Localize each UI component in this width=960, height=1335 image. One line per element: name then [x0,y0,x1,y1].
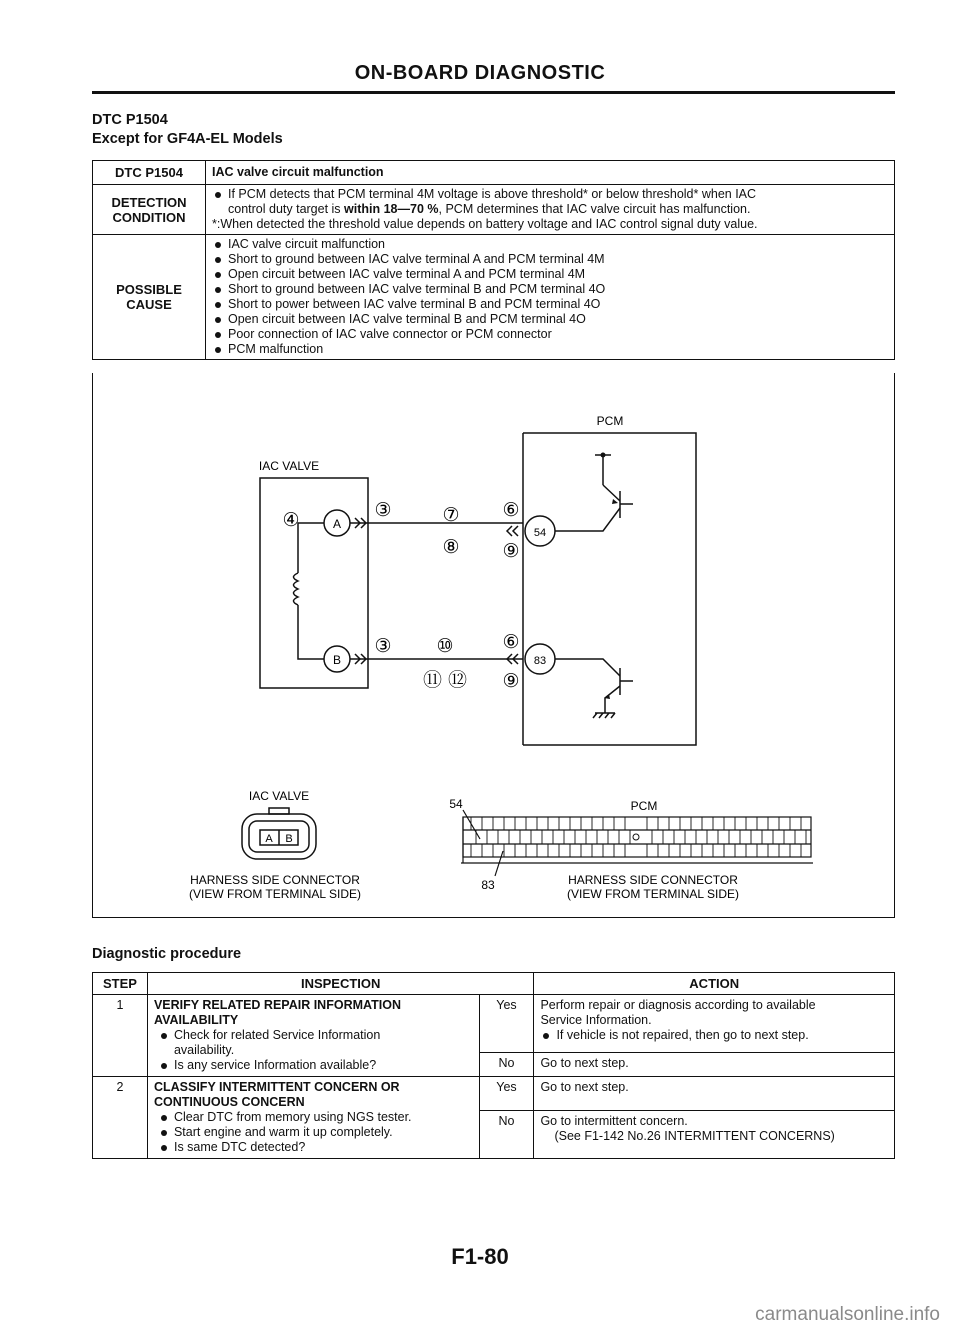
detection-note: *:When detected the threshold value depends on battery voltage and IAC control signal duty value. [212,217,758,231]
procedure-table [92,972,895,1159]
step1-title-1: VERIFY RELATED REPAIR INFORMATION [153,998,401,1012]
cause-item: Open circuit between IAC valve terminal A and PCM terminal 4M [212,267,888,282]
dtc-row-label: DTC P1504 [93,161,206,185]
detection-bold-range: within 18—70 % [344,202,439,216]
step2-title-2: CONTINUOUS CONCERN [153,1095,305,1109]
cause-row [93,235,895,360]
detection-row [93,185,895,235]
header-action: ACTION [534,973,895,995]
step1-yes-row [93,995,895,1053]
conn-pcm-label: PCM [630,799,658,813]
transistor-top-collector [603,485,620,501]
cause-label [93,235,206,360]
conn-pcm-pin-83: 83 [481,878,495,892]
step1-title-2: AVAILABILITY [153,1013,239,1027]
terminal-a-label: A [332,517,342,531]
step2-yes-row [93,1077,895,1111]
watermark-text: carmanualsonline.info [755,1304,940,1325]
transistor-top-emitter [555,508,620,531]
marker-9-top: ⑨ [502,540,520,562]
iac-valve-box [260,478,368,688]
detection-label-line1: DETECTION [111,194,187,210]
step1-bullet-1: Check for related Service Information availability. [158,1028,473,1058]
cause-value [206,235,895,360]
harness-label-1: HARNESS SIDE CONNECTOR [190,873,360,887]
dtc-spec-table [92,160,895,360]
step1-inspection [147,995,479,1077]
dtc-subtitle: Except for GF4A-EL Models [92,131,283,147]
conn-pcm-pin-54: 54 [449,797,463,811]
power-node-dot [601,453,606,458]
cause-item: Open circuit between IAC valve terminal B and PCM terminal 4O [212,312,888,327]
page-header-title: ON-BOARD DIAGNOSTIC [354,62,606,84]
step1-yes-action-1: Perform repair or diagnosis according to available [540,998,816,1012]
cause-label-line1: POSSIBLE [116,282,182,297]
step2-number: 2 [93,1077,148,1159]
header-inspection: INSPECTION [147,973,533,995]
transistor-bottom-emitter [605,686,620,713]
connector-chevron-54 [507,526,518,536]
cause-item: IAC valve circuit malfunction [212,237,888,252]
step2-no: No [479,1111,534,1159]
cause-item: PCM malfunction [212,342,888,357]
marker-6-bottom: ⑥ [502,631,520,653]
step2-no-action-2: (See F1-142 No.26 INTERMITTENT CONCERNS) [554,1129,835,1143]
marker-8: ⑧ [442,536,460,558]
step1-number: 1 [93,995,148,1077]
pin-83-label: 83 [533,655,547,667]
marker-11-12: ⑪ ⑫ [422,669,468,691]
cause-item: Short to ground between IAC valve terminal B and PCM terminal 4O [212,282,888,297]
marker-10: ⑩ [436,635,454,657]
dtc-heading [92,111,283,149]
header-rule [92,91,895,94]
step1-yes-action-3: If vehicle is not repaired, then go to next step. [540,1028,888,1043]
wiring-diagram-svg [93,373,896,918]
transistor-bottom-collector [555,659,620,676]
marker-6-top: ⑥ [502,499,520,521]
harness-label-2: HARNESS SIDE CONNECTOR [568,873,738,887]
step2-no-action [534,1111,895,1159]
detection-value [206,185,895,235]
iac-connector-latch [269,808,289,814]
step1-yes-action [534,995,895,1053]
detection-label [93,185,206,235]
pin-54-label: 54 [533,527,547,539]
cause-item: Short to ground between IAC valve terminal A and PCM terminal 4M [212,252,888,267]
dtc-code: DTC P1504 [92,112,168,128]
view-label-2: (VIEW FROM TERMINAL SIDE) [566,887,740,901]
transistor-top-arrow [612,499,618,504]
pcm-connector-key [633,834,639,840]
view-label-1: (VIEW FROM TERMINAL SIDE) [188,887,362,901]
cause-label-line2: CAUSE [126,297,172,312]
step2-no-action-1: Go to intermittent concern. [540,1114,688,1128]
conn-terminal-b: B [285,833,293,845]
step2-bullet-1: Clear DTC from memory using NGS tester. [158,1110,473,1125]
coil-lead-top [298,523,326,573]
procedure-title: Diagnostic procedure [92,946,242,962]
terminal-b-label: B [332,653,342,667]
step2-bullet-3: Is same DTC detected? [158,1140,473,1155]
step2-yes-action: Go to next step. [534,1077,895,1111]
step1-yes: Yes [479,995,534,1053]
step1-bullet-2: Is any service Information available? [158,1058,473,1073]
iac-valve-label: IAC VALVE [258,459,320,473]
step2-yes: Yes [479,1077,534,1111]
header-step: STEP [93,973,148,995]
dtc-row-value: IAC valve circuit malfunction [206,161,895,185]
detection-bullet [212,187,888,217]
detection-label-line2: CONDITION [112,209,186,225]
step1-no-action: Go to next step. [534,1052,895,1076]
pcm-label: PCM [596,414,624,428]
step1-no: No [479,1052,534,1076]
page-number: F1-80 [451,1244,509,1269]
pcm-pin-54-leader [463,810,480,839]
conn-iac-label: IAC VALVE [248,789,310,803]
dtc-row [93,161,895,185]
detection-text-1: If PCM detects that PCM terminal 4M voltage is above threshold* or below threshold* when IAC [228,187,757,201]
detection-text-2: control duty target is [228,202,345,216]
step1-yes-action-2: Service Information. [540,1013,652,1027]
coil-icon [294,573,299,605]
marker-9-bottom: ⑨ [502,670,520,692]
cause-list [212,237,888,357]
step2-bullet-2: Start engine and warm it up completely. [158,1125,473,1140]
conn-terminal-a: A [265,833,273,845]
marker-3-bottom: ③ [374,635,392,657]
marker-7: ⑦ [442,504,460,526]
marker-3-top: ③ [374,499,392,521]
cause-item: Poor connection of IAC valve connector or PCM connector [212,327,888,342]
step2-title-1: CLASSIFY INTERMITTENT CONCERN OR [153,1080,400,1094]
coil-lead-bottom [298,605,326,659]
wiring-diagram [92,373,895,918]
detection-text-3: , PCM determines that IAC valve circuit has malfunction. [438,202,751,216]
step2-inspection [147,1077,479,1159]
marker-4: ④ [282,509,300,531]
cause-item: Short to power between IAC valve terminal B and PCM terminal 4O [212,297,888,312]
procedure-header-row [93,973,895,995]
